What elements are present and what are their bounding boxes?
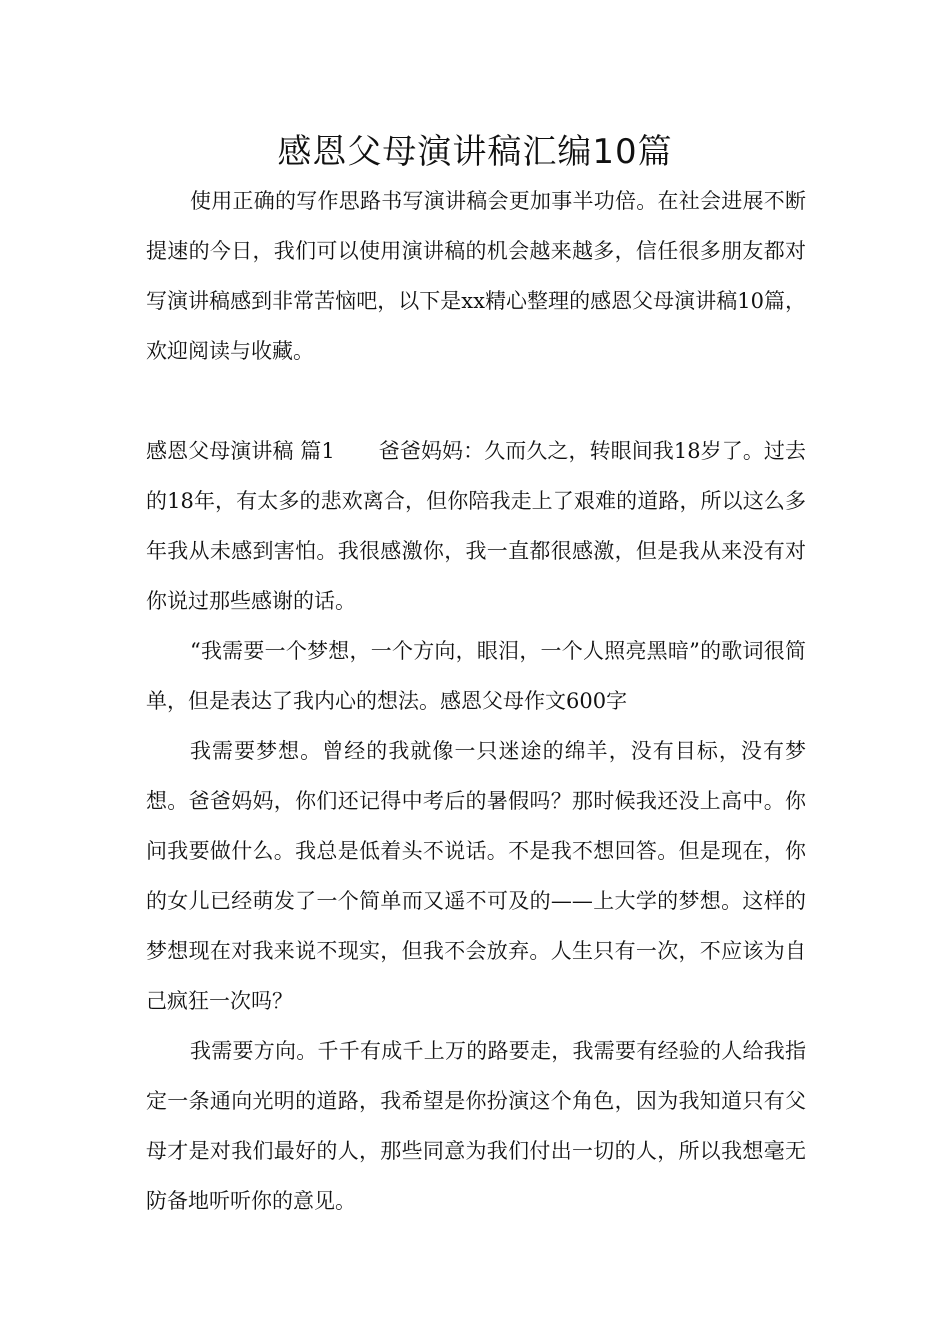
document-title: 感恩父母演讲稿汇编10篇 [277,132,673,172]
chapter-1-heading: 感恩父母演讲稿 篇1 [146,439,335,463]
direction-paragraph: 我需要方向。千千有成千上万的路要走，我需要有经验的人给我指定一条通向光明的道路，我希望是你扮演这个角色，因为我知道只有父母才是对我们最好的人，那些同意为我们付出一切的人，所以我想毫无防备地听听你的意见。 [146,1039,806,1213]
quote-paragraph: “我需要一个梦想，一个方向，眼泪，一个人照亮黑暗”的歌词很简单，但是表达了我内心的想法。感恩父母作文600字 [146,639,806,713]
chapter-1-opening-text: 爸爸妈妈：久而久之，转眼间我18岁了。过去的18年，有太多的悲欢离合，但你陪我走上了艰难的道路，所以这么多年我从未感到害怕。我很感激你，我一直都很感激，但是我从来没有对你说过那些感谢的话。 [146,439,806,613]
intro-paragraph: 使用正确的写作思路书写演讲稿会更加事半功倍。在社会进展不断提速的今日，我们可以使用演讲稿的机会越来越多，信任很多朋友都对写演讲稿感到非常苦恼吧，以下是xx精心整理的感恩父母演讲稿10篇，欢迎阅读与收藏。 [146,189,806,363]
dream-paragraph: 我需要梦想。曾经的我就像一只迷途的绵羊，没有目标，没有梦想。爸爸妈妈，你们还记得中考后的暑假吗？那时候我还没上高中。你问我要做什么。我总是低着头不说话。不是我不想回答。但是现在，你的女儿已经萌发了一个简单而又遥不可及的——上大学的梦想。这样的梦想现在对我来说不现实，但我不会放弃。人生只有一次，不应该为自己疯狂一次吗？ [146,739,806,1013]
chapter-1-paragraph [146,426,806,626]
